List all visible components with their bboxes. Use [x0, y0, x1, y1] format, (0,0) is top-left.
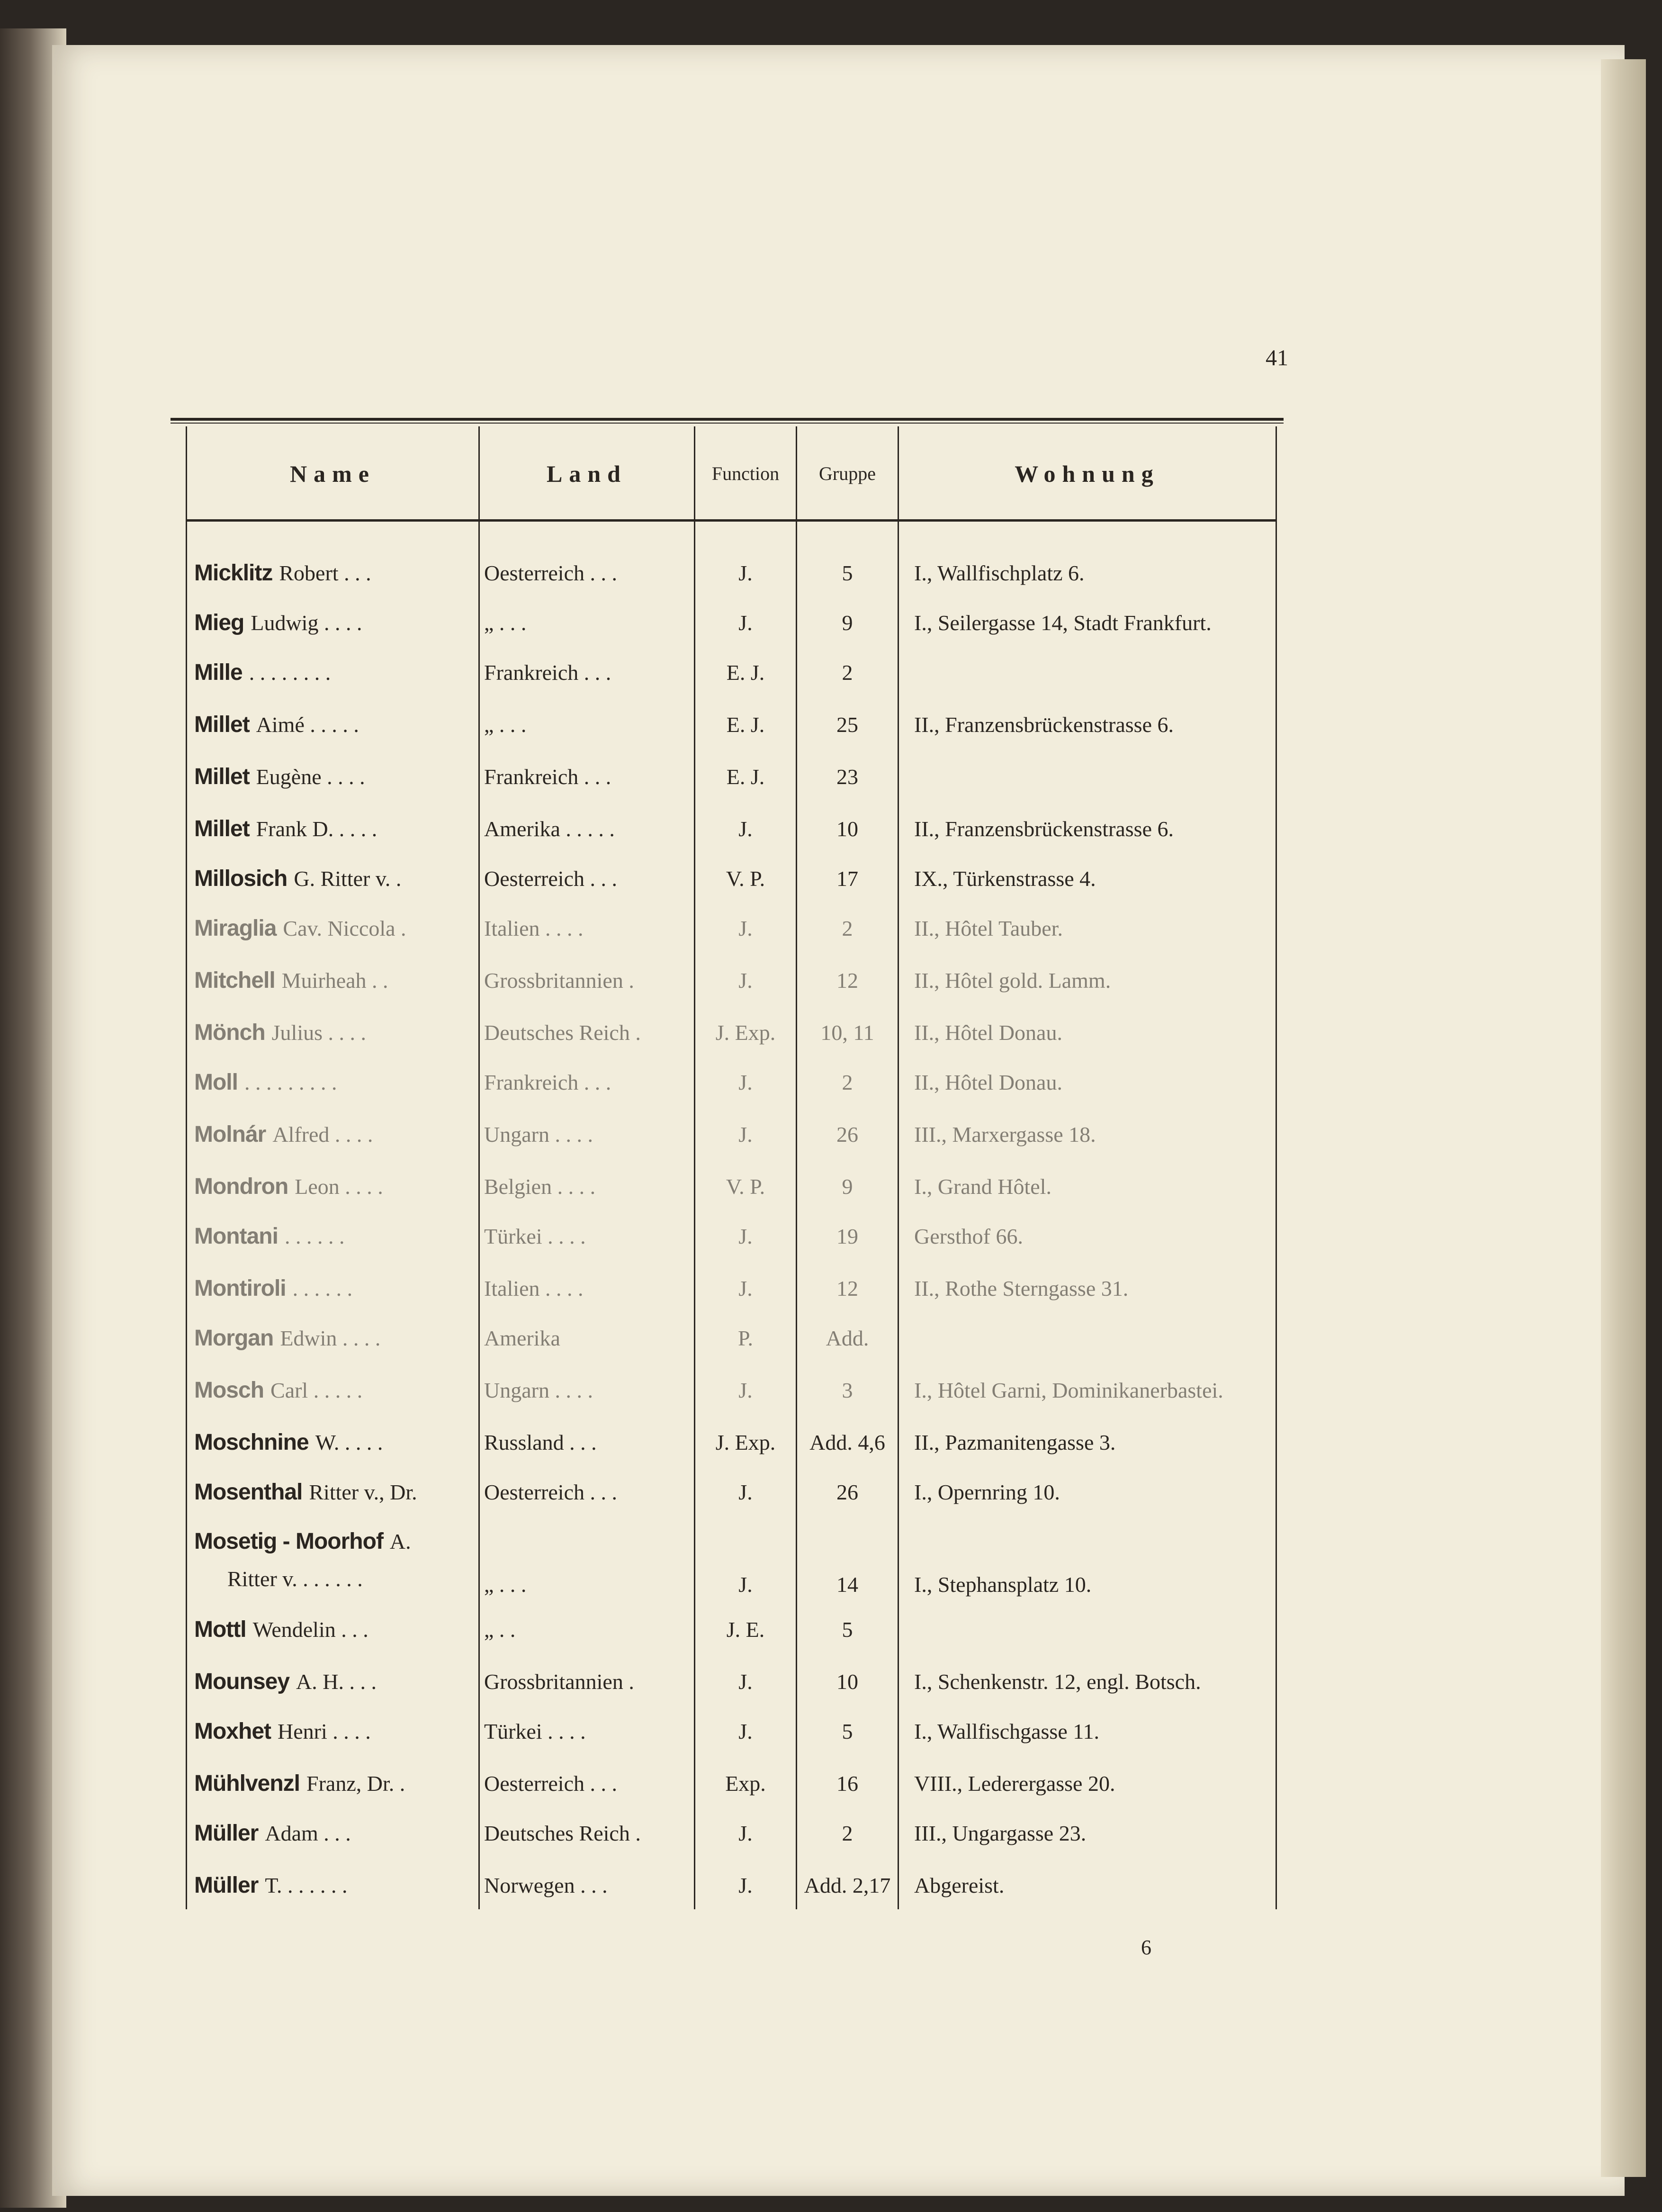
name-cell: [194, 1606, 478, 1653]
wohnung-cell: II., Rothe Sterngasse 31.: [914, 1276, 1129, 1300]
table-row: [0, 1163, 1662, 1210]
table-row: [0, 1469, 1662, 1516]
gruppe-cell: 26: [836, 1480, 858, 1504]
given-name: Frank D. . . . .: [256, 817, 377, 841]
land-cell: „ . .: [484, 1617, 516, 1642]
given-name: Eugène . . . .: [256, 765, 365, 789]
function-cell: J. Exp.: [715, 1430, 776, 1454]
given-name: A.: [389, 1529, 411, 1553]
given-name: Muirheah . .: [281, 968, 388, 993]
function-cell: J.: [738, 1276, 753, 1300]
gruppe-cell: 2: [842, 1070, 853, 1094]
table-row: [0, 1606, 1662, 1653]
header-bottom-rule: [187, 519, 1276, 522]
name-cell: [194, 1862, 478, 1909]
given-name: A. H. . . .: [296, 1670, 377, 1694]
name-cell: [194, 1518, 478, 1608]
surname: Miraglia: [194, 916, 277, 941]
land-cell: Frankreich . . .: [484, 765, 611, 789]
gruppe-cell: 12: [836, 1276, 858, 1300]
table-row: [0, 905, 1662, 952]
surname: Mühlvenzl: [194, 1771, 300, 1796]
gruppe-cell: 5: [842, 1719, 853, 1743]
wohnung-cell: II., Franzensbrückenstrasse 6.: [914, 713, 1174, 737]
function-cell: V. P.: [726, 1174, 765, 1199]
wohnung-cell: III., Ungargasse 23.: [914, 1821, 1087, 1845]
land-cell: „ . . .: [484, 611, 527, 635]
surname: Micklitz: [194, 560, 273, 586]
name-cell: [194, 1708, 478, 1755]
name-cell: [194, 599, 478, 647]
wohnung-cell: III., Marxergasse 18.: [914, 1122, 1096, 1147]
land-cell: Russland . . .: [484, 1430, 597, 1454]
gruppe-cell: 5: [842, 1617, 853, 1642]
name-cell: [194, 1111, 478, 1158]
function-cell: J.: [738, 1719, 753, 1743]
land-cell: Ungarn . . . .: [484, 1122, 593, 1147]
wohnung-cell: [914, 753, 1274, 801]
land-cell: Italien . . . .: [484, 1276, 584, 1300]
given-name: Edwin . . . .: [280, 1326, 381, 1350]
table-top-rule: [171, 418, 1284, 421]
gruppe-cell: Add. 4,6: [809, 1430, 885, 1454]
table-row: [0, 599, 1662, 647]
function-cell: J.: [738, 817, 753, 841]
name-cell: [194, 550, 478, 597]
gruppe-cell: 9: [842, 1174, 853, 1199]
surname: Millet: [194, 712, 250, 737]
table-row: [0, 1810, 1662, 1857]
land-cell: Frankreich . . .: [484, 660, 611, 685]
wohnung-cell: I., Schenkenstr. 12, engl. Botsch.: [914, 1670, 1201, 1694]
name-cell: [194, 649, 478, 696]
given-name: . . . . . . . .: [249, 660, 331, 685]
surname: Mosetig - Moorhof: [194, 1529, 383, 1554]
wohnung-cell: Gersthof 66.: [914, 1224, 1023, 1248]
table-row: [0, 1419, 1662, 1466]
wohnung-cell: II., Hôtel Tauber.: [914, 916, 1063, 940]
table-row: [0, 1658, 1662, 1706]
header-wohnung: Wohnung: [1015, 460, 1160, 487]
name-cell: [194, 753, 478, 801]
function-cell: J. Exp.: [715, 1020, 776, 1045]
given-name: Wendelin . . .: [252, 1617, 368, 1642]
table-row: [0, 1367, 1662, 1414]
given-name: Robert . . .: [279, 561, 371, 585]
gruppe-cell: 17: [836, 867, 858, 891]
gruppe-cell: 2: [842, 916, 853, 940]
surname: Morgan: [194, 1326, 274, 1351]
name-cell: [194, 1469, 478, 1516]
function-cell: J.: [738, 916, 753, 940]
wohnung-cell: I., Opernring 10.: [914, 1480, 1060, 1504]
table-row: [0, 1518, 1662, 1608]
name-cell: [194, 1658, 478, 1706]
name-cell: [194, 1009, 478, 1056]
surname: Mille: [194, 660, 243, 685]
name-cell: [194, 855, 478, 903]
function-cell: E. J.: [726, 765, 765, 789]
surname: Mieg: [194, 610, 244, 635]
header-function: Function: [711, 463, 780, 484]
land-cell: Oesterreich . . .: [484, 1771, 617, 1796]
wohnung-cell: [914, 649, 1274, 696]
gruppe-cell: Add. 2,17: [804, 1873, 891, 1897]
wohnung-cell: VIII., Lederergasse 20.: [914, 1771, 1115, 1796]
surname: Moxhet: [194, 1719, 271, 1744]
gruppe-cell: 2: [842, 660, 853, 685]
function-cell: V. P.: [726, 867, 765, 891]
function-cell: Exp.: [725, 1771, 766, 1796]
table-row: [0, 1760, 1662, 1807]
wohnung-cell: IX., Türkenstrasse 4.: [914, 867, 1096, 891]
function-cell: J.: [738, 561, 753, 585]
surname: Müller: [194, 1873, 259, 1898]
surname: Mounsey: [194, 1669, 290, 1694]
table-row: [0, 805, 1662, 853]
gruppe-cell: 12: [836, 968, 858, 993]
function-cell: J.: [738, 1122, 753, 1147]
surname: Mottl: [194, 1617, 246, 1642]
gruppe-cell: 26: [836, 1122, 858, 1147]
table-top-rule-thin: [171, 423, 1284, 424]
page-number: 41: [1266, 345, 1288, 370]
land-cell: Frankreich . . .: [484, 1070, 611, 1094]
table-row: [0, 1111, 1662, 1158]
table-row: [0, 753, 1662, 801]
given-name: Franz, Dr. .: [306, 1771, 405, 1796]
land-cell: Amerika: [484, 1326, 560, 1350]
table-row: [0, 1265, 1662, 1312]
surname: Molnár: [194, 1122, 266, 1147]
surname: Montiroli: [194, 1276, 286, 1301]
function-cell: J.: [738, 1070, 753, 1094]
wohnung-cell: II., Franzensbrückenstrasse 6.: [914, 817, 1174, 841]
land-cell: Grossbritannien .: [484, 1670, 634, 1694]
land-cell: Italien . . . .: [484, 916, 584, 940]
land-cell: Oesterreich . . .: [484, 1480, 617, 1504]
wohnung-cell: I., Wallfischgasse 11.: [914, 1719, 1100, 1743]
given-name: Ludwig . . . .: [251, 611, 362, 635]
name-cell: [194, 905, 478, 952]
surname: Mönch: [194, 1020, 265, 1045]
wohnung-cell: II., Hôtel gold. Lamm.: [914, 968, 1111, 993]
given-name: W. . . . .: [315, 1430, 383, 1454]
given-name: Adam . . .: [265, 1821, 351, 1845]
given-name: Carl . . . . .: [270, 1378, 363, 1402]
wohnung-cell: I., Stephansplatz 10.: [914, 1572, 1092, 1597]
function-cell: J.: [738, 1224, 753, 1248]
table-row: [0, 550, 1662, 597]
gruppe-cell: 10: [836, 817, 858, 841]
name-cell: [194, 1163, 478, 1210]
name-cell: [194, 1059, 478, 1106]
gruppe-cell: 5: [842, 561, 853, 585]
gruppe-cell: 10, 11: [820, 1020, 874, 1045]
function-cell: J. E.: [726, 1617, 765, 1642]
surname: Mosch: [194, 1378, 264, 1403]
header-gruppe: Gruppe: [819, 463, 876, 484]
name-cell: [194, 1810, 478, 1857]
surname: Millet: [194, 816, 250, 841]
land-cell: Türkei . . . .: [484, 1719, 586, 1743]
given-name: Henri . . . .: [278, 1719, 371, 1743]
table-row: [0, 649, 1662, 696]
name-cell: [194, 805, 478, 853]
given-name: Cav. Niccola .: [283, 916, 406, 940]
function-cell: J.: [738, 1821, 753, 1845]
header-name: Name: [290, 460, 376, 487]
wohnung-cell: Abgereist.: [914, 1873, 1005, 1897]
header-land: Land: [547, 460, 627, 487]
given-name: T. . . . . . .: [265, 1873, 348, 1897]
name-cell: [194, 1213, 478, 1260]
land-cell: „ . . .: [484, 713, 527, 737]
given-name: G. Ritter v. .: [294, 867, 402, 891]
given-name: Leon . . . .: [295, 1174, 383, 1199]
given-name: Ritter v., Dr.: [309, 1480, 417, 1504]
function-cell: E. J.: [726, 713, 765, 737]
gruppe-cell: 10: [836, 1670, 858, 1694]
given-name: Aimé . . . . .: [256, 713, 359, 737]
given-name: . . . . . .: [292, 1276, 353, 1300]
name-cell: [194, 1760, 478, 1807]
table-row: [0, 701, 1662, 749]
name-cell: [194, 1265, 478, 1312]
surname: Müller: [194, 1821, 259, 1846]
land-cell: Ungarn . . . .: [484, 1378, 593, 1402]
wohnung-cell: II., Hôtel Donau.: [914, 1020, 1062, 1045]
surname: Moschnine: [194, 1430, 309, 1455]
wohnung-cell: I., Seilergasse 14, Stadt Frankfurt.: [914, 611, 1212, 635]
function-cell: P.: [738, 1326, 753, 1350]
wohnung-cell: [914, 1606, 1274, 1653]
function-cell: J.: [738, 968, 753, 993]
given-name: Alfred . . . .: [272, 1122, 373, 1147]
table-row: [0, 1059, 1662, 1106]
function-cell: J.: [738, 611, 753, 635]
surname: Mondron: [194, 1174, 288, 1199]
wohnung-cell: I., Hôtel Garni, Dominikanerbastei.: [914, 1378, 1223, 1402]
table-row: [0, 957, 1662, 1004]
gruppe-cell: 16: [836, 1771, 858, 1796]
name-cell: [194, 957, 478, 1004]
function-cell: J.: [738, 1873, 753, 1897]
table-row: [0, 1009, 1662, 1056]
signature-mark: 6: [1141, 1936, 1151, 1959]
land-cell: Deutsches Reich .: [484, 1020, 641, 1045]
land-cell: Türkei . . . .: [484, 1224, 586, 1248]
function-cell: E. J.: [726, 660, 765, 685]
function-cell: J.: [738, 1670, 753, 1694]
name-cell: [194, 701, 478, 749]
table-row: [0, 1213, 1662, 1260]
table-row: [0, 1862, 1662, 1909]
wohnung-cell: II., Pazmanitengasse 3.: [914, 1430, 1116, 1454]
land-cell: Oesterreich . . .: [484, 867, 617, 891]
gruppe-cell: 3: [842, 1378, 853, 1402]
name-cell: [194, 1419, 478, 1466]
gruppe-cell: 23: [836, 765, 858, 789]
given-name-continued: Ritter v. . . . . . .: [227, 1567, 363, 1591]
given-name: Julius . . . .: [271, 1020, 367, 1045]
function-cell: J.: [738, 1480, 753, 1504]
gruppe-cell: 14: [836, 1572, 858, 1597]
land-cell: Grossbritannien .: [484, 968, 634, 993]
land-cell: Deutsches Reich .: [484, 1821, 641, 1845]
wohnung-cell: II., Hôtel Donau.: [914, 1070, 1062, 1094]
surname: Mitchell: [194, 968, 275, 993]
name-cell: [194, 1367, 478, 1414]
surname: Montani: [194, 1224, 278, 1249]
surname: Mosenthal: [194, 1480, 303, 1505]
wohnung-cell: I., Grand Hôtel.: [914, 1174, 1051, 1199]
land-cell: Amerika . . . . .: [484, 817, 615, 841]
wohnung-cell: I., Wallfischplatz 6.: [914, 561, 1085, 585]
name-cell: [194, 1315, 478, 1362]
given-name: . . . . . . . . .: [244, 1070, 337, 1094]
gruppe-cell: 19: [836, 1224, 858, 1248]
gruppe-cell: Add.: [826, 1326, 869, 1350]
table-row: [0, 1708, 1662, 1755]
gruppe-cell: 25: [836, 713, 858, 737]
land-cell: Oesterreich . . .: [484, 561, 617, 585]
given-name: . . . . . .: [284, 1224, 345, 1248]
function-cell: J.: [738, 1572, 753, 1597]
wohnung-cell: [914, 1315, 1274, 1362]
land-cell: Belgien . . . .: [484, 1174, 596, 1199]
surname: Millosich: [194, 866, 287, 891]
gruppe-cell: 9: [842, 611, 853, 635]
gruppe-cell: 2: [842, 1821, 853, 1845]
function-cell: J.: [738, 1378, 753, 1402]
land-cell: Norwegen . . .: [484, 1873, 608, 1897]
table-row: [0, 855, 1662, 903]
table-row: [0, 1315, 1662, 1362]
surname: Millet: [194, 764, 250, 789]
surname: Moll: [194, 1070, 238, 1095]
land-cell: „ . . .: [484, 1572, 527, 1597]
